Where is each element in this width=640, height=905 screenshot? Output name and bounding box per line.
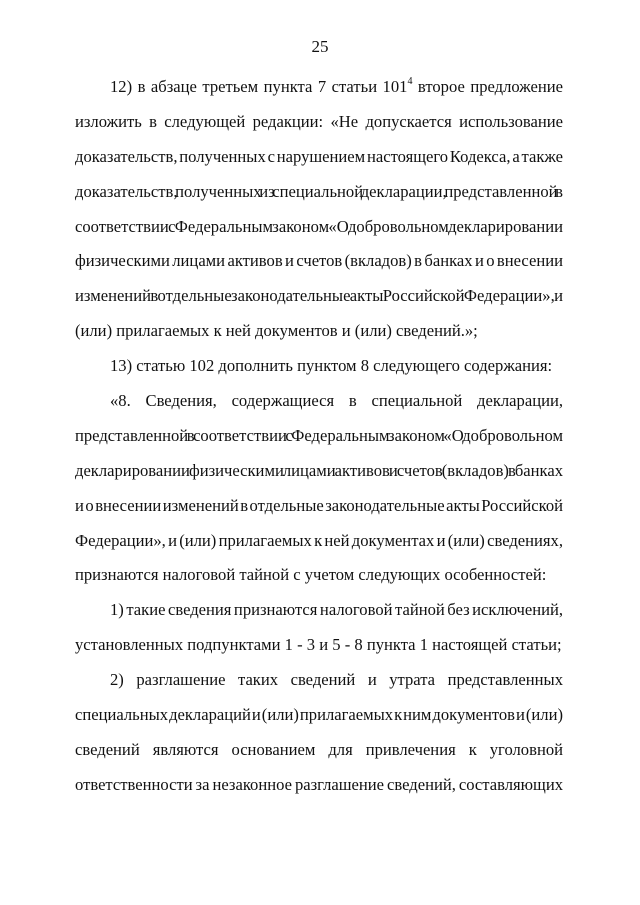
text-line: 1) такие сведения признаются налоговой тайной без исключений, (110, 600, 563, 620)
text-line: представленной в соответствии с Федеральным законом «О добровольном (75, 425, 563, 445)
paragraph-subpoint-2 (75, 663, 563, 803)
text-line: доказательств, полученных с нарушением настоящего Кодекса, а также (75, 146, 563, 166)
superscript: 4 (407, 76, 413, 88)
text-line: декларировании физическими лицами активов и счетов (вкладов) в банках (75, 460, 563, 480)
text-line: 13) статью 102 дополнить пунктом 8 следующего содержания: (110, 356, 553, 376)
text-line: 2) разглашение таких сведений и утрата представленных (110, 670, 563, 690)
text-fragment: второе предложение (412, 77, 563, 96)
text-line: установленных подпунктами 1 - 3 и 5 - 8 пункта 1 настоящей статьи; (75, 635, 562, 655)
text-line: и о внесении изменений в отдельные законодательные акты Российской (75, 495, 563, 515)
text-line: изложить в следующей редакции: «Не допускается использование (75, 111, 563, 131)
paragraph-subpoint-1 (75, 593, 563, 663)
text-line: физическими лицами активов и счетов (вкладов) в банках и о внесении (75, 251, 563, 271)
paragraph-12 (75, 70, 563, 349)
document-body (75, 70, 563, 803)
text-line (75, 70, 563, 105)
text-line: изменений в отдельные законодательные акты Российской Федерации», и (75, 286, 563, 306)
page-number: 25 (311, 37, 329, 56)
text-fragment: 12) в абзаце третьем пункта 7 статьи 101 (110, 77, 408, 96)
text-line: (или) прилагаемых к ней документов и (или) сведений.»; (75, 321, 478, 341)
text-line: ответственности за незаконное разглашение сведений, составляющих (75, 774, 563, 794)
paragraph-point-8 (75, 384, 563, 593)
text-line: Федерации», и (или) прилагаемых к ней документах и (или) сведениях, (75, 530, 563, 550)
paragraph-13 (75, 349, 563, 384)
text-line: «8. Сведения, содержащиеся в специальной декларации, (110, 391, 563, 411)
text-line: соответствии с Федеральным законом «О добровольном декларировании (75, 216, 563, 236)
text-line: сведений являются основанием для привлечения к уголовной (75, 739, 563, 759)
text-line: доказательств, полученных из специальной декларации, представленной в (75, 181, 563, 201)
text-line: специальных деклараций и (или) прилагаемых к ним документов и (или) (75, 705, 563, 725)
text-line: признаются налоговой тайной с учетом следующих особенностей: (75, 565, 547, 585)
